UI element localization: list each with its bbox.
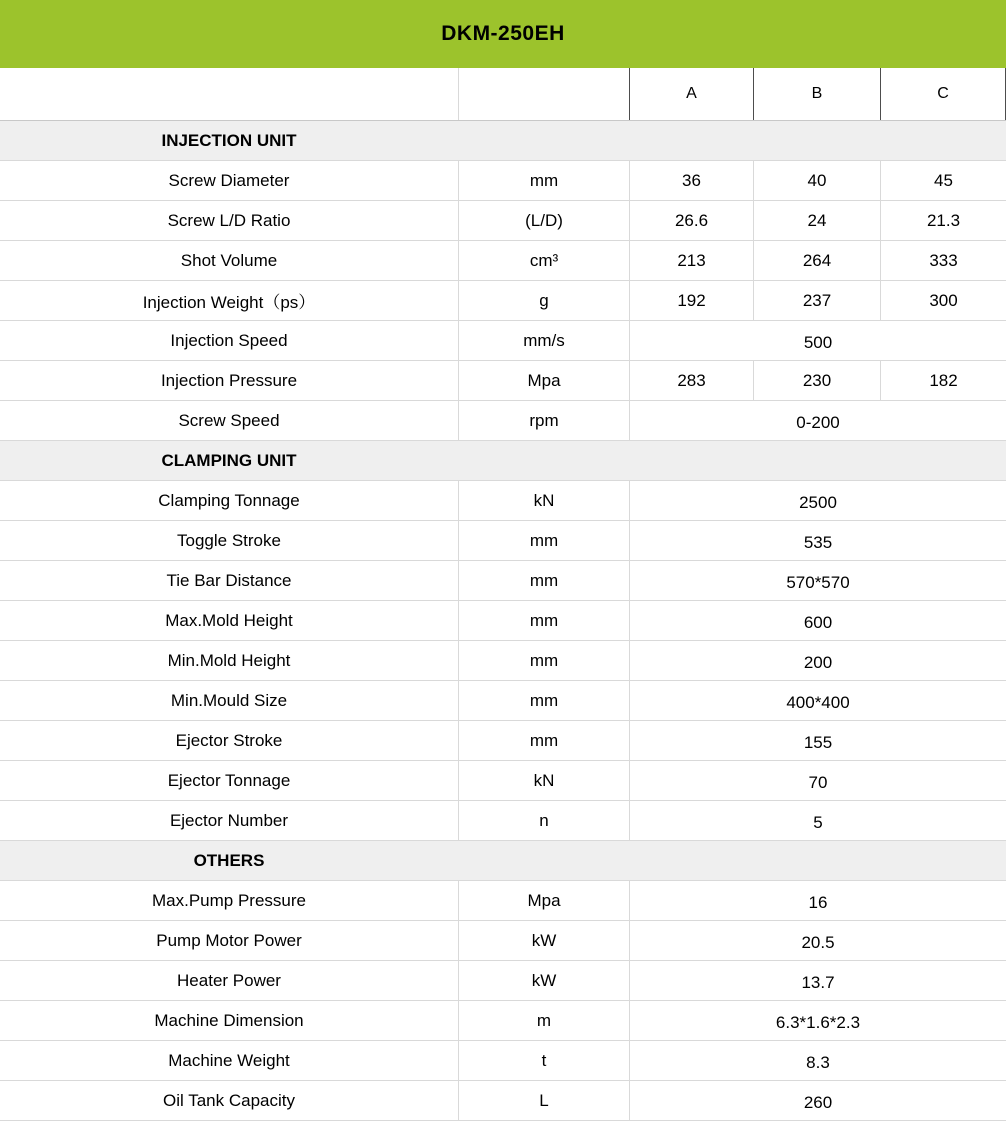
row-unit: L	[458, 1081, 629, 1120]
row-label: Toggle Stroke	[177, 530, 281, 550]
row-label: Ejector Stroke	[175, 730, 283, 750]
row-value-merged: 600	[629, 601, 1006, 640]
table-row	[0, 521, 1006, 561]
column-header-c: C	[880, 68, 1006, 120]
row-value-merged: 0-200	[629, 401, 1006, 440]
row-value-merged: 535	[629, 521, 1006, 560]
column-header-blank-unit	[458, 68, 629, 120]
table-row	[0, 1081, 1006, 1121]
row-value-b: 230	[753, 361, 880, 400]
row-unit: mm	[458, 521, 629, 560]
row-label: Pump Motor Power	[156, 930, 302, 950]
row-value-b: 237	[753, 281, 880, 320]
column-header-row	[0, 68, 1006, 121]
row-unit: kN	[458, 761, 629, 800]
row-value-merged: 16	[629, 881, 1006, 920]
table-row	[0, 1001, 1006, 1041]
section-title: INJECTION UNIT	[161, 130, 297, 150]
row-unit: Mpa	[458, 361, 629, 400]
section-title: CLAMPING UNIT	[161, 450, 297, 470]
row-value-c: 300	[880, 281, 1006, 320]
table-row	[0, 681, 1006, 721]
table-row	[0, 801, 1006, 841]
table-row	[0, 481, 1006, 521]
row-unit: cm³	[458, 241, 629, 280]
row-unit: mm	[458, 601, 629, 640]
row-unit: mm/s	[458, 321, 629, 360]
row-unit: t	[458, 1041, 629, 1080]
row-value-merged: 400*400	[629, 681, 1006, 720]
table-row	[0, 561, 1006, 601]
row-unit: Mpa	[458, 881, 629, 920]
row-value-merged: 260	[629, 1081, 1006, 1120]
column-header-b: B	[753, 68, 880, 120]
spec-table	[0, 68, 1006, 1121]
row-unit: (L/D)	[458, 201, 629, 240]
row-label: Max.Pump Pressure	[152, 890, 306, 910]
row-label: Ejector Tonnage	[167, 770, 291, 790]
column-header-a: A	[629, 68, 753, 120]
row-label: Oil Tank Capacity	[163, 1090, 295, 1110]
row-value-merged: 20.5	[629, 921, 1006, 960]
table-row	[0, 961, 1006, 1001]
table-row	[0, 401, 1006, 441]
row-value-a: 283	[629, 361, 753, 400]
row-label: Machine Weight	[168, 1050, 290, 1070]
row-unit: mm	[458, 721, 629, 760]
row-unit: mm	[458, 161, 629, 200]
row-label: Screw Speed	[178, 410, 280, 430]
row-label: Screw L/D Ratio	[167, 210, 291, 230]
row-value-c: 182	[880, 361, 1006, 400]
row-label: Machine Dimension	[154, 1010, 304, 1030]
row-value-b: 40	[753, 161, 880, 200]
column-header-blank-label	[0, 68, 458, 120]
row-value-merged: 2500	[629, 481, 1006, 520]
row-unit: kW	[458, 961, 629, 1000]
row-label: Heater Power	[177, 970, 281, 990]
row-unit: mm	[458, 681, 629, 720]
table-row	[0, 721, 1006, 761]
row-value-a: 213	[629, 241, 753, 280]
row-unit: mm	[458, 561, 629, 600]
row-unit: m	[458, 1001, 629, 1040]
table-row	[0, 881, 1006, 921]
row-label: Clamping Tonnage	[158, 490, 300, 510]
row-value-b: 264	[753, 241, 880, 280]
row-label: Max.Mold Height	[165, 610, 293, 630]
row-unit: kW	[458, 921, 629, 960]
row-unit: g	[458, 281, 629, 320]
table-row	[0, 361, 1006, 401]
row-unit: rpm	[458, 401, 629, 440]
row-label: Injection Weight（ps）	[142, 293, 316, 312]
title-bar	[0, 0, 1006, 68]
row-value-merged: 570*570	[629, 561, 1006, 600]
table-row	[0, 601, 1006, 641]
row-value-c: 45	[880, 161, 1006, 200]
table-row	[0, 201, 1006, 241]
row-label: Injection Pressure	[160, 370, 298, 390]
table-row	[0, 921, 1006, 961]
page-title: DKM-250EH	[441, 22, 565, 45]
row-label: Ejector Number	[169, 810, 289, 830]
table-row	[0, 161, 1006, 201]
row-value-merged: 70	[629, 761, 1006, 800]
section-header-others	[0, 841, 1006, 881]
row-value-merged: 8.3	[629, 1041, 1006, 1080]
table-row	[0, 1041, 1006, 1081]
row-label: Tie Bar Distance	[166, 570, 292, 590]
section-header-injection-unit	[0, 121, 1006, 161]
row-value-merged: 500	[629, 321, 1006, 360]
row-label: Shot Volume	[180, 250, 278, 270]
row-value-c: 333	[880, 241, 1006, 280]
row-value-merged: 5	[629, 801, 1006, 840]
table-body	[0, 121, 1006, 1121]
row-label: Min.Mould Size	[170, 690, 288, 710]
section-header-clamping-unit	[0, 441, 1006, 481]
row-value-merged: 6.3*1.6*2.3	[629, 1001, 1006, 1040]
table-row	[0, 321, 1006, 361]
row-unit: mm	[458, 641, 629, 680]
table-row	[0, 281, 1006, 321]
table-row	[0, 641, 1006, 681]
row-value-merged: 200	[629, 641, 1006, 680]
row-value-c: 21.3	[880, 201, 1006, 240]
row-value-merged: 155	[629, 721, 1006, 760]
row-label: Min.Mold Height	[167, 650, 291, 670]
table-row	[0, 241, 1006, 281]
row-label: Screw Diameter	[168, 170, 290, 190]
row-value-a: 36	[629, 161, 753, 200]
section-title: OTHERS	[193, 850, 265, 870]
table-row	[0, 761, 1006, 801]
row-value-merged: 13.7	[629, 961, 1006, 1000]
row-unit: n	[458, 801, 629, 840]
row-unit: kN	[458, 481, 629, 520]
row-label: Injection Speed	[170, 330, 288, 350]
row-value-b: 24	[753, 201, 880, 240]
row-value-a: 26.6	[629, 201, 753, 240]
row-value-a: 192	[629, 281, 753, 320]
